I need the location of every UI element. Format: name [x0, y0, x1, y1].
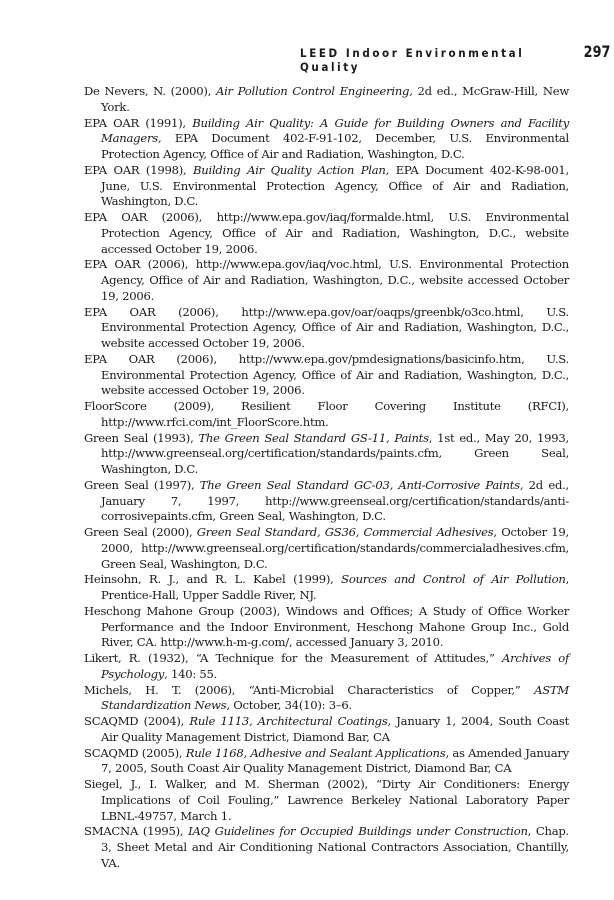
reference-text: Green Seal (2000),	[84, 525, 197, 539]
reference-list	[84, 84, 569, 872]
reference-text: , Prentice-Hall, Upper Saddle River, NJ.	[101, 572, 569, 602]
reference-title: The Green Seal Standard GS-11, Paints	[198, 430, 429, 445]
reference-entry	[84, 777, 569, 824]
reference-text: , 2d ed., McGraw-Hill, New York.	[101, 84, 569, 114]
reference-title: Air Pollution Control Engineering	[215, 84, 410, 98]
reference-text: , Chap. 3, Sheet Metal and Air Conditioning National Contractors Association, Chantilly, VA.	[101, 824, 569, 870]
reference-title: Rule 1168, Adhesive and Sealant Applications	[185, 745, 446, 760]
reference-text: SCAQMD (2004),	[84, 714, 190, 728]
reference-text: , as Amended January 7, 2005, South Coast Air Quality Management District, Diamond Bar, CA	[101, 745, 570, 776]
reference-text: , October, 34(10): 3–6.	[226, 698, 352, 713]
reference-text: Heschong Mahone Group (2003), Windows and Offices; A Study of Office Worker Performance and the Indoor Environment, Heschong Mahone Group Inc., Gold River, CA. http://www.h-m-g.com/, accessed January 3, 2010.	[84, 603, 569, 650]
reference-title: Building Air Quality: A Guide for Building Owners and Facility Managers	[101, 115, 569, 146]
reference-title: ASTM Standardization News	[101, 682, 569, 713]
reference-title: Archives of Psychology	[101, 651, 569, 681]
reference-text: Heinsohn, R. J., and R. L. Kabel (1999),	[84, 572, 342, 587]
running-title: LEED Indoor Environmental Quality	[300, 46, 525, 74]
reference-entry	[84, 714, 569, 746]
reference-text: Green Seal (1993),	[84, 430, 199, 445]
reference-entry	[84, 84, 569, 116]
reference-entry	[84, 746, 569, 778]
reference-text: , 1st ed., May 20, 1993, http://www.greenseal.org/certification/standards/paints.cfm, Green Seal, Washington, D.C.	[101, 430, 569, 476]
reference-text: Michels, H. T. (2006), “Anti-Microbial Characteristics of Copper,”	[84, 682, 535, 697]
page-header	[300, 42, 612, 74]
reference-entry	[84, 478, 569, 525]
reference-text: , January 1, 2004, South Coast Air Quality Management District, Diamond Bar, CA	[101, 714, 569, 744]
reference-text: , EPA Document 402-K-98-001, June, U.S. Environmental Protection Agency, Office of Air and Radiation, Washington, D.C.	[101, 162, 569, 209]
reference-entry	[84, 163, 569, 210]
reference-text: SMACNA (1995),	[84, 824, 189, 839]
reference-title: Sources and Control of Air Pollution	[341, 572, 566, 587]
reference-title: Building Air Quality Action Plan	[193, 162, 386, 177]
reference-entry	[84, 116, 569, 163]
reference-text: EPA OAR (2006), http://www.epa.gov/iaq/formalde.html, U.S. Environmental Protection Agency, Office of Air and Radiation, Washington, D.C., website accessed October 19, 2006.	[84, 210, 569, 256]
reference-entry	[84, 305, 569, 352]
reference-text: Siegel, J., I. Walker, and M. Sherman (2002), “Dirty Air Conditioners: Energy Implications of Coil Fouling,” Lawrence Berkeley National Laboratory Paper LBNL-49757, March 1.	[84, 777, 569, 823]
reference-entry	[84, 257, 569, 304]
reference-text: Likert, R. (1932), “A Technique for the Measurement of Attitudes,”	[84, 651, 502, 665]
page-number: 297	[583, 42, 610, 61]
reference-title: IAQ Guidelines for Occupied Buildings under Construction	[188, 824, 528, 839]
reference-title: Rule 1113, Architectural Coatings	[189, 714, 388, 728]
reference-title: The Green Seal Standard GC-03, Anti-Corrosive Paints	[199, 477, 520, 492]
reference-entry	[84, 431, 569, 478]
reference-text: Green Seal (1997),	[84, 477, 200, 492]
reference-entry	[84, 572, 569, 604]
reference-text: FloorScore (2009), Resilient Floor Covering Institute (RFCI), http://www.rfci.com/int_FloorScore.htm.	[84, 399, 569, 429]
reference-text: , October 19, 2000, http://www.greenseal.org/certification/standards/commercialadhesives.cfm, Green Seal, Washington, D.C.	[101, 525, 569, 571]
reference-entry	[84, 210, 569, 257]
reference-text: , 2d ed., January 7, 1997, http://www.greenseal.org/certification/standards/anti-corrosivepaints.cfm, Green Seal, Washington, D.C.	[101, 477, 569, 524]
reference-text: EPA OAR (2006), http://www.epa.gov/iaq/voc.html, U.S. Environmental Protection Agency, Office of Air and Radiation, Washington, D.C., website accessed October 19, 2006.	[84, 257, 569, 303]
reference-text: , 140: 55.	[164, 666, 218, 681]
reference-text: EPA OAR (1991),	[84, 115, 193, 130]
reference-title: Green Seal Standard, GS36, Commercial Adhesives	[196, 525, 494, 539]
reference-entry	[84, 399, 569, 431]
reference-text: SCAQMD (2005),	[84, 745, 186, 760]
reference-entry	[84, 604, 569, 651]
reference-text: De Nevers, N. (2000),	[84, 84, 216, 98]
reference-entry	[84, 683, 569, 715]
reference-text: EPA OAR (2006), http://www.epa.gov/pmdesignations/basicinfo.htm, U.S. Environmental Protection Agency, Office of Air and Radiation, Washington, D.C., website accessed October 19, 2006.	[84, 351, 569, 398]
reference-text: EPA OAR (2006), http://www.epa.gov/oar/oaqps/greenbk/o3co.html, U.S. Environmental Protection Agency, Office of Air and Radiation, Washington, D.C., website accessed October 19, 2006.	[84, 304, 569, 350]
reference-entry	[84, 525, 569, 572]
reference-text: , EPA Document 402-F-91-102, December, U.S. Environmental Protection Agency, Office of Air and Radiation, Washington, D.C.	[101, 131, 569, 161]
reference-entry	[84, 651, 569, 683]
reference-entry	[84, 352, 569, 399]
reference-text: EPA OAR (1998),	[84, 162, 194, 177]
reference-entry	[84, 824, 569, 871]
